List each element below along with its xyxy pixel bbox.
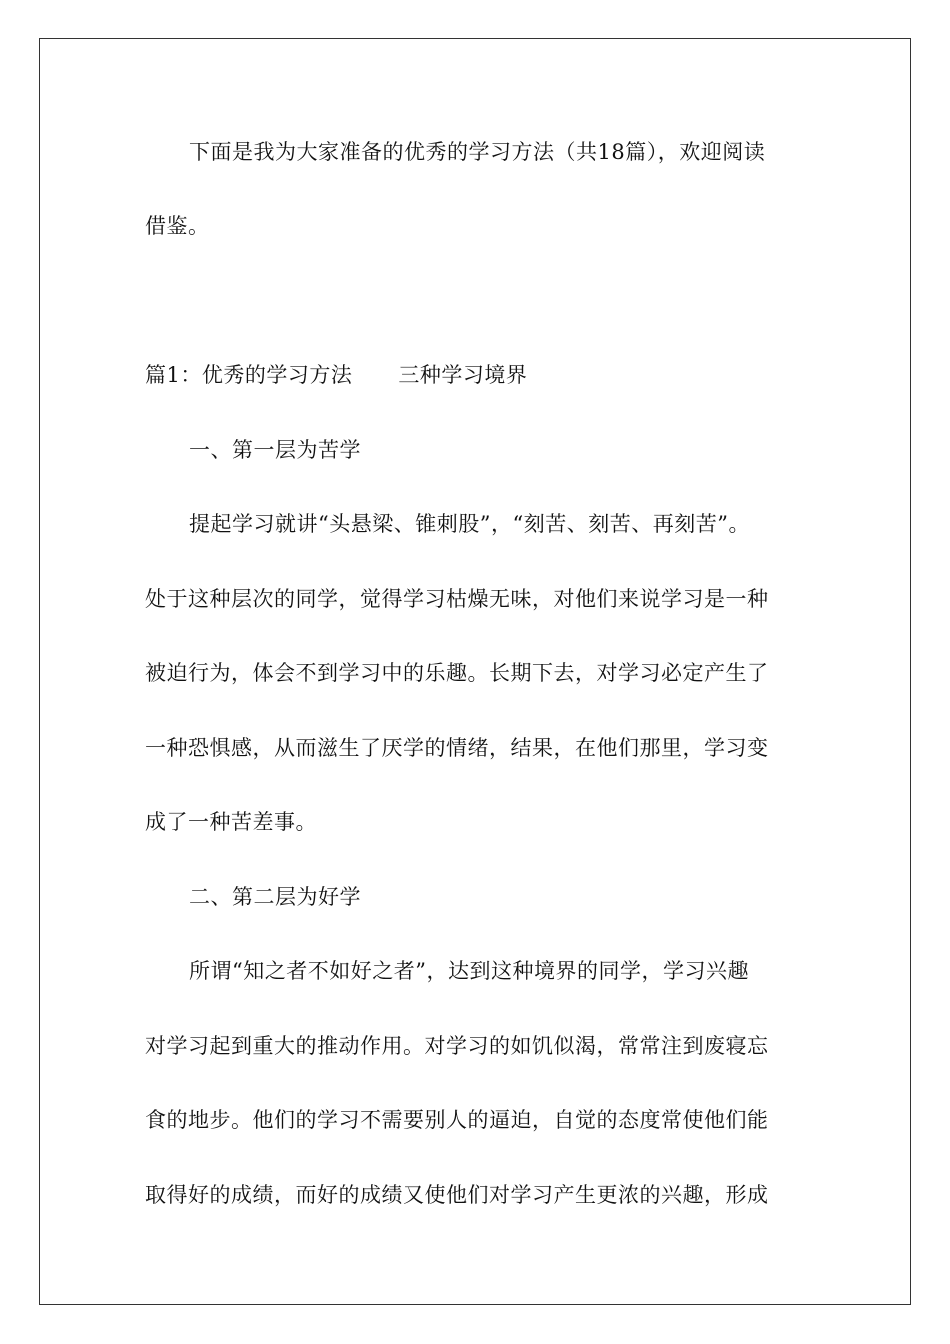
paragraph-line: 一种恐惧感，从而滋生了厌学的情绪，结果，在他们那里，学习变 bbox=[145, 736, 769, 760]
paragraph-line: 被迫行为，体会不到学习中的乐趣。长期下去，对学习必定产生了 bbox=[145, 661, 769, 685]
section-heading-2: 二、第二层为好学 bbox=[189, 885, 361, 909]
paragraph-line: 食的地步。他们的学习不需要别人的逼迫，自觉的态度常使他们能 bbox=[145, 1108, 769, 1132]
paragraph-line: 取得好的成绩，而好的成绩又使他们对学习产生更浓的兴趣，形成 bbox=[145, 1183, 769, 1207]
paragraph-line: 对学习起到重大的推动作用。对学习的如饥似渴，常常注到废寝忘 bbox=[145, 1034, 769, 1058]
paragraph-line: 处于这种层次的同学，觉得学习枯燥无味，对他们来说学习是一种 bbox=[145, 587, 769, 611]
intro-line-2: 借鉴。 bbox=[145, 214, 210, 238]
paragraph-line: 所谓“知之者不如好之者”，达到这种境界的同学，学习兴趣 bbox=[189, 959, 749, 983]
paragraph-line: 成了一种苦差事。 bbox=[145, 810, 317, 834]
paragraph-line: 提起学习就讲“头悬梁、锥刺股”，“刻苦、刻苦、再刻苦”。 bbox=[189, 512, 750, 536]
chapter-title: 篇1：优秀的学习方法 bbox=[145, 363, 353, 387]
chapter-subtitle: 三种学习境界 bbox=[398, 363, 528, 387]
section-heading-1: 一、第一层为苦学 bbox=[189, 438, 361, 462]
intro-line-1: 下面是我为大家准备的优秀的学习方法（共18篇），欢迎阅读 bbox=[189, 140, 766, 164]
chapter-heading bbox=[145, 361, 527, 389]
